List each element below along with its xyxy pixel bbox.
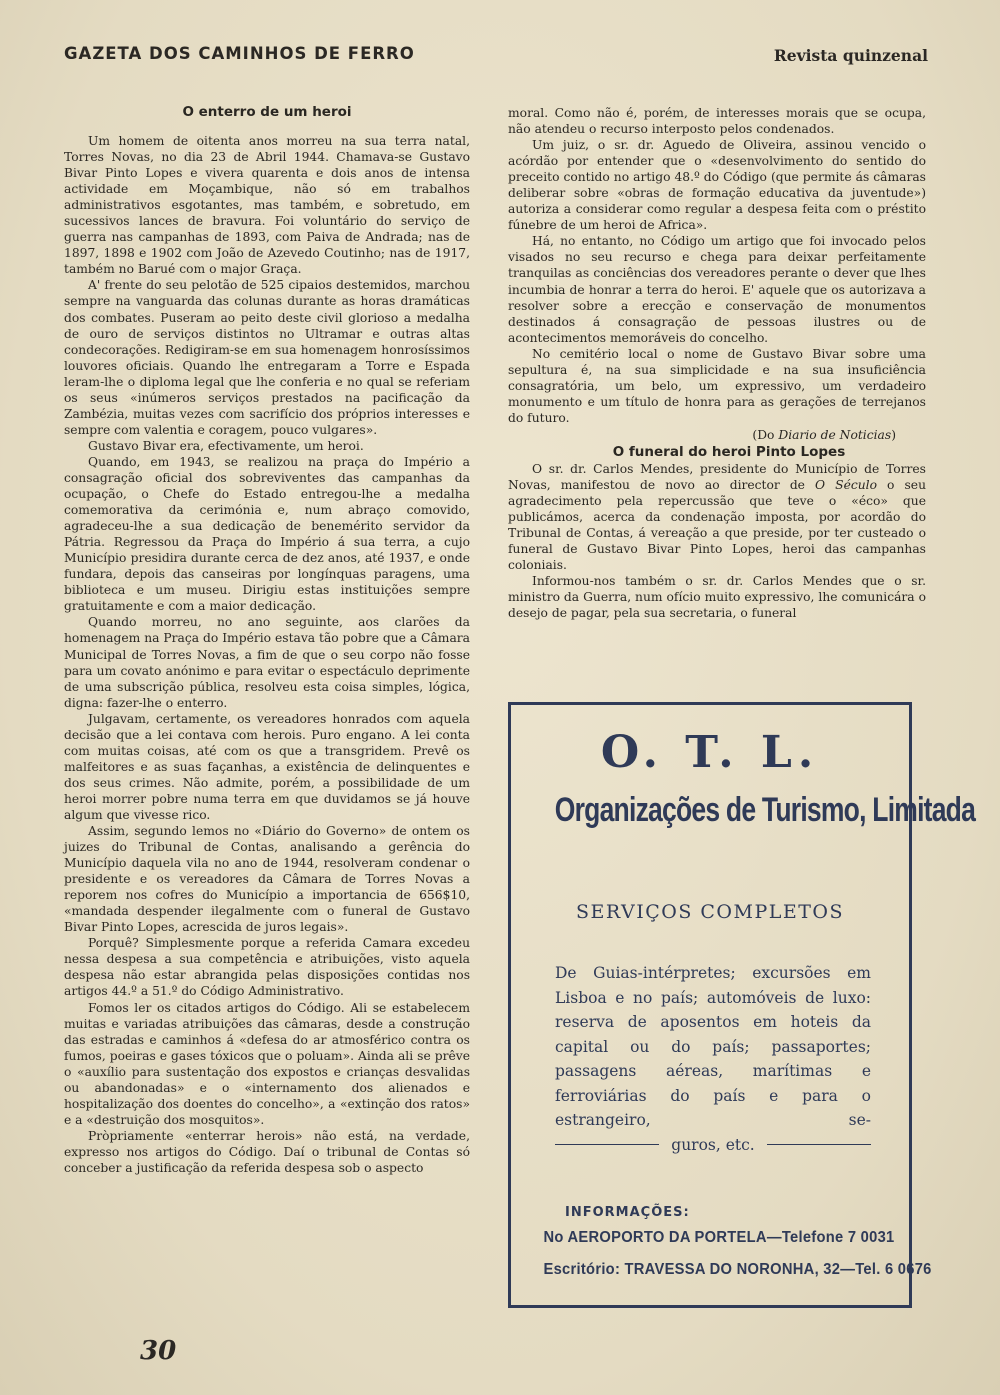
right-column — [508, 105, 926, 621]
article-title: O funeral do heroi Pinto Lopes — [612, 443, 846, 460]
newspaper-name: O Século — [815, 478, 877, 493]
paragraph: Quando, em 1943, se realizou na praça do Império a consagração oficial dos sobreviventes das campanhas da ocupação, o Chefe do Estado entregou-lhe a medalha comemorativa da cerimónia e, num abraço comovido, agradeceu-lhe a sua dedicação de benemérito servidor da Pátria. Regressou da Praça do Império á sua terra, a cujo Município presidira durante cerca de dez anos, até 1937, e onde fundara, depois das canseiras por longínquas paragens, uma biblioteca e um museu. Dirigiu estas instituições sempre gratuitamente e com a maior dedicação. — [64, 454, 470, 614]
paragraph: Julgavam, certamente, os vereadores honrados com aquela decisão que a lei contava com herois. Puro engano. A lei conta com muitas coisas, até com os que a transgridem. Prevê os malfeitores e as suas façanhas, a existência de delinquentes e dos seus crimes. Não admite, porém, a possibilidade de um heroi morrer pobre numa terra em que duvidamos se já houve algum que vivesse rico. — [64, 711, 470, 822]
paragraph: Pròpriamente «enterrar herois» não está, na verdade, expresso nos artigos do Código. Daí o tribunal de Contas só conceber a justificação da referida despesa sob o aspecto — [64, 1128, 470, 1175]
paragraph: Há, no entanto, no Código um artigo que foi invocado pelos visados no seu recurso e chega para deixar perfeitamente tranquilas as conciências dos vereadores perante o dever que lhes incumbia de honrar a terra do heroi. E' aquele que os autorizava a resolver sobre a erecção e conservação de monumentos destinados á consagração de pessoas ilustres ou de acontecimentos memoráveis do concelho. — [508, 234, 926, 345]
credit-source: Diario de Noticias — [778, 427, 892, 442]
ad-description — [555, 961, 871, 1157]
paragraph: moral. Como não é, porém, de interesses morais que se ocupa, não atendeu o recurso interposto pelos condenados. — [508, 106, 926, 137]
paragraph: A' frente do seu pelotão de 525 cipaios destemidos, marchou sempre na vanguarda das colunas durante as horas dramáticas dos combates. Puseram ao peito deste civil glorioso a medalha de ouro de serviços distintos no Ultramar e outras altas condecorações. Redigiram-se em sua homenagem honrosíssimos louvores oficiais. Quando lhe entregaram a Torre e Espada leram-lhe o diploma legal que lhe conferia e no qual se referiam os seus «inúmeros serviços prestados na pacificação da Zambézia, muitas vezes com sacrifício dos próprios interesses e sempre com valentia e coragem, pouco vulgares». — [64, 278, 470, 437]
paragraph: Gustavo Bivar era, efectivamente, um heroi. — [88, 438, 364, 453]
ad-description-text: De Guias-intérpretes; excursões em Lisboa e no país; automóveis de luxo: reserva de aposentos em hoteis da capital ou do país; passaportes; passagens aéreas, marítimas e ferroviárias do país e para o estrangeiro, se- — [555, 964, 871, 1129]
ad-headline: SERVIÇOS COMPLETOS — [575, 901, 845, 923]
advertisement-box — [508, 702, 976, 1308]
paragraph: Porquê? Simplesmente porque a referida Camara excedeu nessa despesa a sua competência e atribuições, visto aquela despesa não estar abrangida pelas disposições contidas nos artigos 44.º a 51.º do Código Administrativo. — [64, 936, 470, 999]
ad-info-label: INFORMAÇÕES: — [565, 1205, 690, 1220]
ad-description-end: guros, etc. — [555, 1133, 871, 1158]
source-credit: (Do Diario de Noticias) — [752, 427, 896, 442]
paragraph: O sr. dr. Carlos Mendes, presidente do Município de Torres Novas, manifestou de novo ao director de O Século o seu agradecimento pela repercussão que teve o «éco» que publicámos, acerca da condenação imposta, por acordão do Tribunal de Contas, á vereação a que preside, por ter custeado o funeral de Gustavo Bivar Pinto Lopes, heroi das campanhas coloniais. — [508, 461, 927, 573]
paragraph: Um juiz, o sr. dr. Aguedo de Oliveira, assinou vencido o acórdão por entender que o «desenvolvimento do sentido do preceito contido no artigo 48.º do Código (que permite ás câmaras deliberar sobre «obras de formação educativa da juventude») autoriza a considerar como regular a despesa feita com o préstito fúnebre de um heroi de Africa». — [508, 138, 926, 233]
ad-brand: O. T. L. — [600, 727, 820, 778]
publication-title: GAZETA DOS CAMINHOS DE FERRO — [64, 44, 415, 63]
page-number: 30 — [140, 1336, 177, 1366]
paragraph: No cemitério local o nome de Gustavo Bivar sobre uma sepultura é, na sua simplicidade e na sua insuficiência consagratória, um belo, um expressivo, um verdadeiro monumento e um título de honra para as gerações de terrejanos do futuro. — [508, 346, 926, 425]
paragraph: Quando morreu, no ano seguinte, aos clarões da homenagem na Praça do Império estava tão pobre que a Câmara Municipal de Torres Novas, a fim de que o seu corpo não fosse para um covato anónimo e para evitar o espectáculo deprimente de uma subscrição pública, resolveu esta coisa simples, lógica, digna: fazer-lhe o enterro. — [64, 615, 470, 710]
left-column — [64, 103, 470, 1176]
ad-contact-office: Escritório: TRAVESSA DO NORONHA, 32—Tel. 6 0676 — [543, 1261, 932, 1278]
article-title: O enterro de um heroi — [182, 104, 352, 120]
publication-subtitle: Revista quinzenal — [773, 46, 928, 65]
decorative-rule — [767, 1144, 871, 1145]
decorative-rule — [555, 1144, 659, 1145]
ad-contact-airport: No AEROPORTO DA PORTELA—Telefone 7 0031 — [543, 1229, 895, 1246]
ad-company-name: Organizações de Turismo, Limitada — [554, 791, 976, 829]
paragraph: Assim, segundo lemos no «Diário do Governo» de ontem os juizes do Tribunal de Contas, analisando a gerência do Município daquela vila no ano de 1944, resolveram condenar o presidente e os vereadores da Câmara de Torres Novas a reporem nos cofres do Município a importancia de 656$10, «mandada despender ilegalmente com o funeral de Gustavo Bivar Pinto Lopes, acrescida de juros legais». — [64, 824, 470, 935]
paragraph: Informou-nos também o sr. dr. Carlos Mendes que o sr. ministro da Guerra, num ofício muito expressivo, lhe comunicára o desejo de pagar, pela sua secretaria, o funeral — [508, 574, 926, 621]
paragraph: Um homem de oitenta anos morreu na sua terra natal, Torres Novas, no dia 23 de Abril 1944. Chamava-se Gustavo Bivar Pinto Lopes e vivera quarenta e dois anos de intensa actividade em Moçambique, não só em trabalhos administrativos esgotantes, mas também, e sobretudo, em sucessivos lances de bravura. Foi voluntário do serviço de guerra nas campanhas de 1893, com Paiva de Andrada; nas de 1897, 1898 e 1902 com João de Azevedo Coutinho; nas de 1917, também no Barué com o major Graça. — [64, 134, 470, 277]
paragraph: Fomos ler os citados artigos do Código. Ali se estabelecem muitas e variadas atribuições das câmaras, desde a construção das estradas e caminhos á «defesa do ar atmosférico contra os fumos, poeiras e gases tóxicos que o poluam». Ainda ali se prêve o «auxílio para sustentação dos expostos e crianças desvalidas ou abandonadas» e o «internamento dos alienados e hospitalização dos doentes do concelho», a «extinção dos ratos» e a «destruição dos mosquitos». — [64, 1000, 470, 1127]
